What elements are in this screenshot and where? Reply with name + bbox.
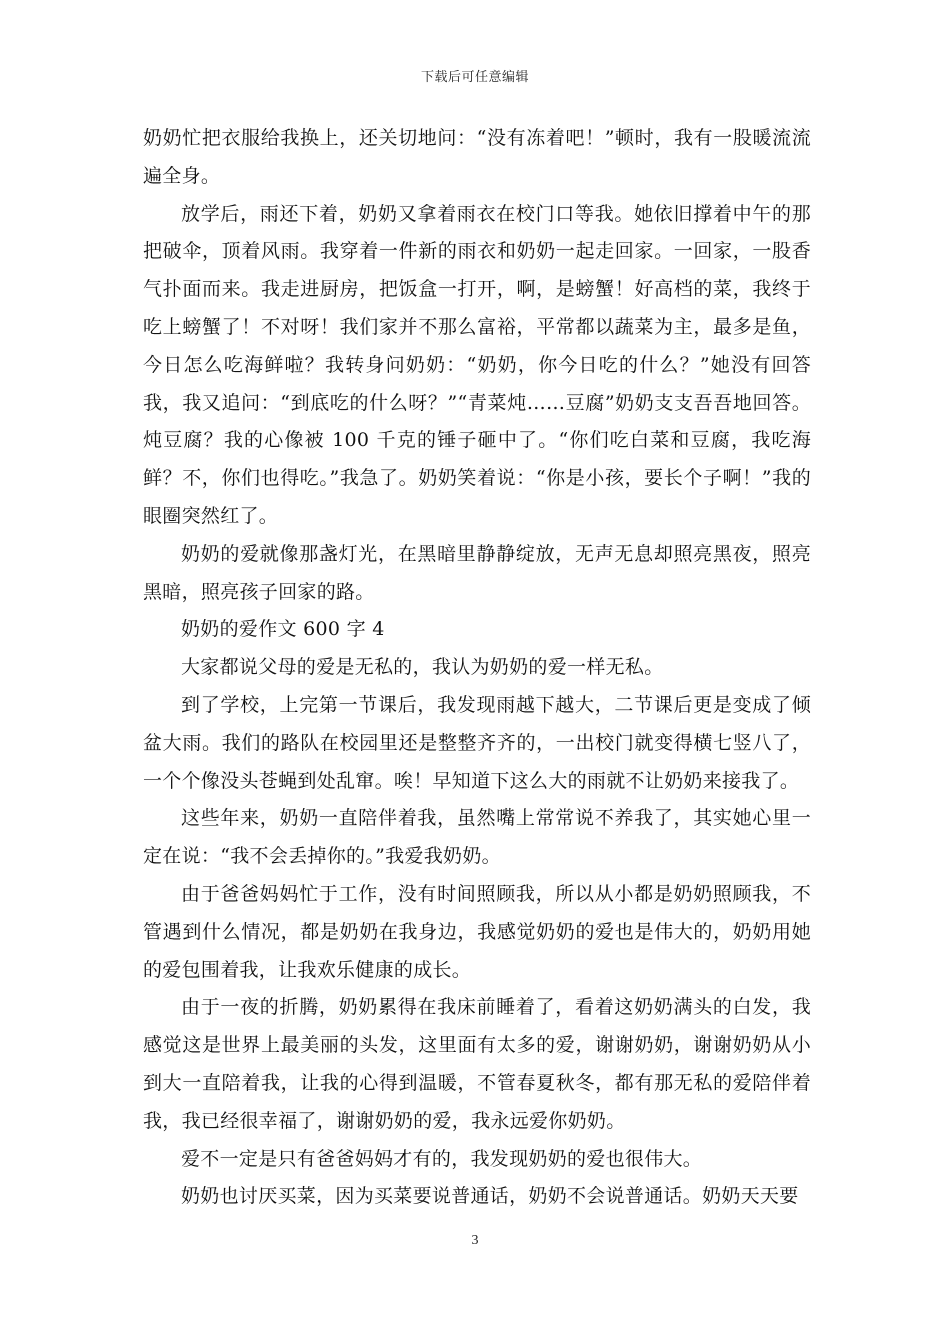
- paragraph: 奶奶的爱就像那盏灯光，在黑暗里静静绽放，无声无息却照亮黑夜，照亮黑暗，照亮孩子回家的路。: [143, 542, 811, 603]
- page-header: 下载后可任意编辑: [420, 70, 529, 85]
- paragraph: 这些年来，奶奶一直陪伴着我，虽然嘴上常常说不养我了，其实她心里一定在说：“我不会丢掉你的。”我爱我奶奶。: [143, 807, 811, 868]
- paragraph: 放学后，雨还下着，奶奶又拿着雨衣在校门口等我。她依旧撑着中午的那把破伞，顶着风雨。我穿着一件新的雨衣和奶奶一起走回家。一回家，一股香气扑面而来。我走进厨房，把饭盒一打开，啊，是螃蟹！好高档的菜，我终于吃上螃蟹了！不对呀！我们家并不那么富裕，平常都以蔬菜为主，最多是鱼，今日怎么吃海鲜啦？我转身问奶奶：“奶奶，你今日吃的什么？”她没有回答我，我又追问：“到底吃的什么呀？”“青菜炖……豆腐”奶奶支支吾吾地回答。炖豆腐？我的心像被 100 千克的锤子砸中了。“你们吃白菜和豆腐，我吃海鲜？不，你们也得吃。”我急了。奶奶笑着说：“你是小孩，要长个子啊！”我的眼圈突然红了。: [143, 202, 811, 527]
- paragraph: 爱不一定是只有爸爸妈妈才有的，我发现奶奶的爱也很伟大。: [181, 1147, 703, 1170]
- section-heading: 奶奶的爱作文 600 字 4: [181, 618, 385, 641]
- paragraph: 奶奶忙把衣服给我换上，还关切地问：“没有冻着吧！”顿时，我有一股暖流流遍全身。: [143, 127, 811, 187]
- paragraph: 由于一夜的折腾，奶奶累得在我床前睡着了，看着这奶奶满头的白发，我感觉这是世界上最美丽的头发，这里面有太多的爱，谢谢奶奶，谢谢奶奶从小到大一直陪着我，让我的心得到温暖，不管春夏秋冬，都有那无私的爱陪伴着我，我已经很幸福了，谢谢奶奶的爱，我永远爱你奶奶。: [143, 996, 811, 1132]
- page-number: 3: [471, 1233, 479, 1248]
- paragraph: 奶奶也讨厌买菜，因为买菜要说普通话，奶奶不会说普通话。奶奶天天要: [181, 1185, 799, 1208]
- document-body: [143, 120, 811, 1216]
- paragraph: 由于爸爸妈妈忙于工作，没有时间照顾我，所以从小都是奶奶照顾我，不管遇到什么情况，都是奶奶在我身边，我感觉奶奶的爱也是伟大的，奶奶用她的爱包围着我，让我欢乐健康的成长。: [143, 882, 811, 981]
- paragraph: 大家都说父母的爱是无私的，我认为奶奶的爱一样无私。: [181, 656, 664, 679]
- paragraph: 到了学校，上完第一节课后，我发现雨越下越大，二节课后更是变成了倾盆大雨。我们的路队在校园里还是整整齐齐的，一出校门就变得横七竖八了，一个个像没头苍蝇到处乱窜。唉！早知道下这么大的雨就不让奶奶来接我了。: [143, 693, 811, 792]
